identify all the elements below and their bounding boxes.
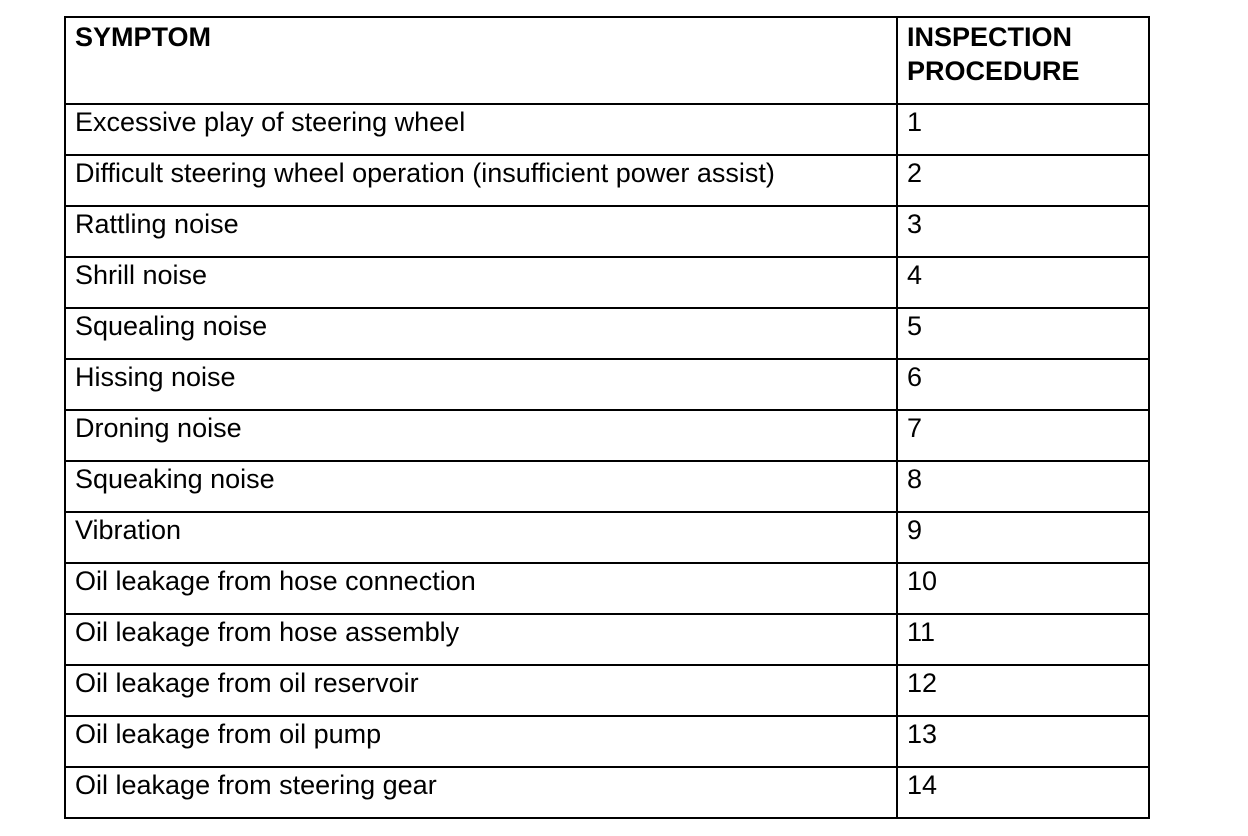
procedure-number-cell: 7 [897, 410, 1149, 461]
symptom-cell: Droning noise [65, 410, 897, 461]
procedure-number-cell: 10 [897, 563, 1149, 614]
table-row [65, 512, 1149, 563]
table-row [65, 461, 1149, 512]
symptom-cell: Oil leakage from steering gear [65, 767, 897, 818]
table-row [65, 359, 1149, 410]
procedure-number-cell: 3 [897, 206, 1149, 257]
procedure-number-cell: 8 [897, 461, 1149, 512]
procedure-number-cell: 9 [897, 512, 1149, 563]
symptom-cell: Oil leakage from oil reservoir [65, 665, 897, 716]
symptom-cell: Hissing noise [65, 359, 897, 410]
symptom-cell: Squeaking noise [65, 461, 897, 512]
table-header-row [65, 17, 1149, 104]
procedure-number-cell: 11 [897, 614, 1149, 665]
symptom-procedure-table [64, 16, 1150, 819]
symptom-cell: Excessive play of steering wheel [65, 104, 897, 155]
table-row [65, 614, 1149, 665]
symptom-cell: Oil leakage from oil pump [65, 716, 897, 767]
table-row [65, 155, 1149, 206]
symptom-cell: Oil leakage from hose assembly [65, 614, 897, 665]
table-row [65, 767, 1149, 818]
procedure-number-cell: 12 [897, 665, 1149, 716]
symptom-cell: Rattling noise [65, 206, 897, 257]
table-row [65, 308, 1149, 359]
table-row [65, 257, 1149, 308]
procedure-number-cell: 6 [897, 359, 1149, 410]
table-row [65, 206, 1149, 257]
symptom-cell: Squealing noise [65, 308, 897, 359]
symptom-cell: Vibration [65, 512, 897, 563]
procedure-number-cell: 2 [897, 155, 1149, 206]
symptom-column-header: SYMPTOM [65, 17, 897, 104]
table-row [65, 104, 1149, 155]
procedure-number-cell: 13 [897, 716, 1149, 767]
symptom-cell: Difficult steering wheel operation (insufficient power assist) [65, 155, 897, 206]
procedure-number-cell: 1 [897, 104, 1149, 155]
inspection-procedure-column-header: INSPECTION PROCEDURE [897, 17, 1149, 104]
table-row [65, 410, 1149, 461]
table-row [65, 665, 1149, 716]
procedure-number-cell: 4 [897, 257, 1149, 308]
table-row [65, 716, 1149, 767]
symptom-cell: Oil leakage from hose connection [65, 563, 897, 614]
procedure-number-cell: 14 [897, 767, 1149, 818]
symptom-cell: Shrill noise [65, 257, 897, 308]
procedure-number-cell: 5 [897, 308, 1149, 359]
table-row [65, 563, 1149, 614]
